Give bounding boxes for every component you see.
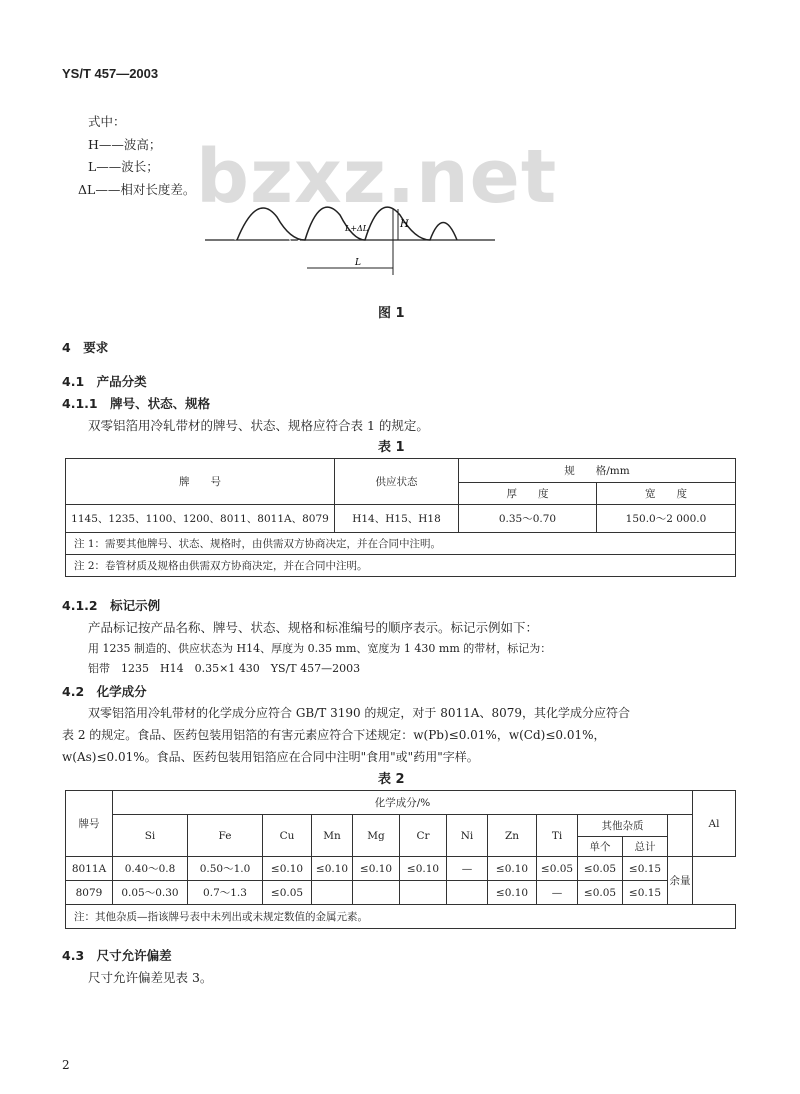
t2-row1-si: 0.40～0.8 bbox=[113, 857, 188, 881]
t2-row1-total: ≤0.15 bbox=[623, 857, 668, 881]
para-4-1-2: 产品标记按产品名称、牌号、状态、规格和标准编号的顺序表示。标记示例如下： bbox=[88, 620, 539, 635]
t2-col-cu: Cu bbox=[263, 815, 312, 857]
para-4-2-line2: 表 2 的规定。食品、医药包装用铝箔的有害元素应符合下述规定：w(Pb)≤0.01%，w(Cd)≤0.01%， bbox=[62, 728, 606, 742]
table-1 bbox=[65, 458, 736, 577]
para-4-3: 尺寸允许偏差见表 3。 bbox=[88, 970, 213, 985]
watermark: bzxz.net bbox=[196, 134, 558, 220]
page-number: 2 bbox=[62, 1058, 70, 1072]
t1-note2: 注 2：卷管材质及规格由供需双方协商决定，并在合同中注明。 bbox=[66, 555, 736, 577]
definition-h: H——波高； bbox=[88, 137, 162, 152]
label-l-dl: L+ΔL bbox=[345, 224, 369, 233]
t2-row2-ni bbox=[447, 881, 488, 905]
t2-row1-fe: 0.50～1.0 bbox=[188, 857, 263, 881]
t2-row1-mn: ≤0.10 bbox=[312, 857, 353, 881]
t2-note: 注：其他杂质—指该牌号表中未列出或未规定数值的金属元素。 bbox=[66, 905, 736, 929]
t2-row1-cr: ≤0.10 bbox=[400, 857, 447, 881]
t1-header-grade: 牌 号 bbox=[66, 459, 335, 505]
figure-caption: 图 1 bbox=[378, 306, 405, 321]
section-4-3: 4.3 尺寸允许偏差 bbox=[62, 948, 172, 963]
t2-col-ni: Ni bbox=[447, 815, 488, 857]
wave-figure bbox=[195, 195, 500, 285]
para-4-2-line1: 双零铝箔用冷轧带材的化学成分应符合 GB/T 3190 的规定，对于 8011A、8079，其化学成分应符合 bbox=[88, 706, 630, 720]
t2-col-fe: Fe bbox=[188, 815, 263, 857]
t2-row1-cu: ≤0.10 bbox=[263, 857, 312, 881]
t2-header-grade: 牌号 bbox=[66, 791, 113, 857]
t2-header-single: 单个 bbox=[578, 837, 623, 857]
para-4-2-line3: w(As)≤0.01%。食品、医药包装用铝箔应在合同中注明"食用"或"药用"字样。 bbox=[62, 750, 479, 764]
t1-header-thick: 厚 度 bbox=[459, 483, 597, 505]
t1-header-state: 供应状态 bbox=[335, 459, 459, 505]
table1-caption: 表 1 bbox=[378, 440, 405, 455]
section-4-1: 4.1 产品分类 bbox=[62, 374, 147, 389]
t2-row2-cr bbox=[400, 881, 447, 905]
t1-state: H14、H15、H18 bbox=[335, 505, 459, 533]
t2-row1-mg: ≤0.10 bbox=[353, 857, 400, 881]
section-4-1-1: 4.1.1 牌号、状态、规格 bbox=[62, 396, 211, 411]
t2-row2-zn: ≤0.10 bbox=[488, 881, 537, 905]
label-h: H bbox=[400, 219, 409, 230]
t2-col-ti: Ti bbox=[537, 815, 578, 857]
t2-header-al: Al bbox=[693, 791, 736, 857]
t2-row1-ni: — bbox=[447, 857, 488, 881]
table-2 bbox=[65, 790, 736, 929]
document-code: YS/T 457—2003 bbox=[62, 66, 159, 81]
para-4-1-2-mark: 铝带 1235 H14 0.35×1 430 YS/T 457—2003 bbox=[88, 662, 361, 675]
table2-caption: 表 2 bbox=[378, 772, 405, 787]
t2-row2-single: ≤0.05 bbox=[578, 881, 623, 905]
t1-thick: 0.35～0.70 bbox=[459, 505, 597, 533]
t2-row1-single: ≤0.05 bbox=[578, 857, 623, 881]
t2-row2-total: ≤0.15 bbox=[623, 881, 668, 905]
t2-row2-si: 0.05～0.30 bbox=[113, 881, 188, 905]
formula-intro: 式中： bbox=[88, 114, 126, 129]
section-4: 4 要求 bbox=[62, 340, 109, 355]
t2-row2-ti: — bbox=[537, 881, 578, 905]
definition-l: L——波长； bbox=[88, 159, 159, 174]
t2-header-other: 其他杂质 bbox=[578, 815, 668, 837]
t2-row2-mn bbox=[312, 881, 353, 905]
t2-row2-cu: ≤0.05 bbox=[263, 881, 312, 905]
t1-header-width: 宽 度 bbox=[597, 483, 736, 505]
t2-row2-fe: 0.7～1.3 bbox=[188, 881, 263, 905]
section-4-1-2: 4.1.2 标记示例 bbox=[62, 598, 161, 613]
t2-header-chem: 化学成分/% bbox=[113, 791, 693, 815]
t2-col-mg: Mg bbox=[353, 815, 400, 857]
t2-col-mn: Mn bbox=[312, 815, 353, 857]
t1-note1: 注 1：需要其他牌号、状态、规格时，由供需双方协商决定，并在合同中注明。 bbox=[66, 533, 736, 555]
t2-row1-ti: ≤0.05 bbox=[537, 857, 578, 881]
t2-row1-grade: 8011A bbox=[66, 857, 113, 881]
para-4-1-2-example: 用 1235 制造的、供应状态为 H14、厚度为 0.35 mm、宽度为 1 430 mm 的带材，标记为： bbox=[88, 642, 552, 655]
section-4-2: 4.2 化学成分 bbox=[62, 684, 147, 699]
t2-row2-grade: 8079 bbox=[66, 881, 113, 905]
t2-col-zn: Zn bbox=[488, 815, 537, 857]
t2-header-total: 总计 bbox=[623, 837, 668, 857]
t2-col-si: Si bbox=[113, 815, 188, 857]
label-l: L bbox=[355, 258, 361, 268]
t1-header-spec: 规 格/mm bbox=[459, 459, 736, 483]
t2-col-cr: Cr bbox=[400, 815, 447, 857]
para-4-1-1: 双零铝箔用冷轧带材的牌号、状态、规格应符合表 1 的规定。 bbox=[88, 418, 429, 433]
definition-dl: ΔL——相对长度差。 bbox=[78, 182, 196, 197]
t2-al-value: 余量 bbox=[668, 857, 693, 905]
t2-row1-zn: ≤0.10 bbox=[488, 857, 537, 881]
t1-grade: 1145、1235、1100、1200、8011、8011A、8079 bbox=[66, 505, 335, 533]
t1-width: 150.0～2 000.0 bbox=[597, 505, 736, 533]
t2-row2-mg bbox=[353, 881, 400, 905]
